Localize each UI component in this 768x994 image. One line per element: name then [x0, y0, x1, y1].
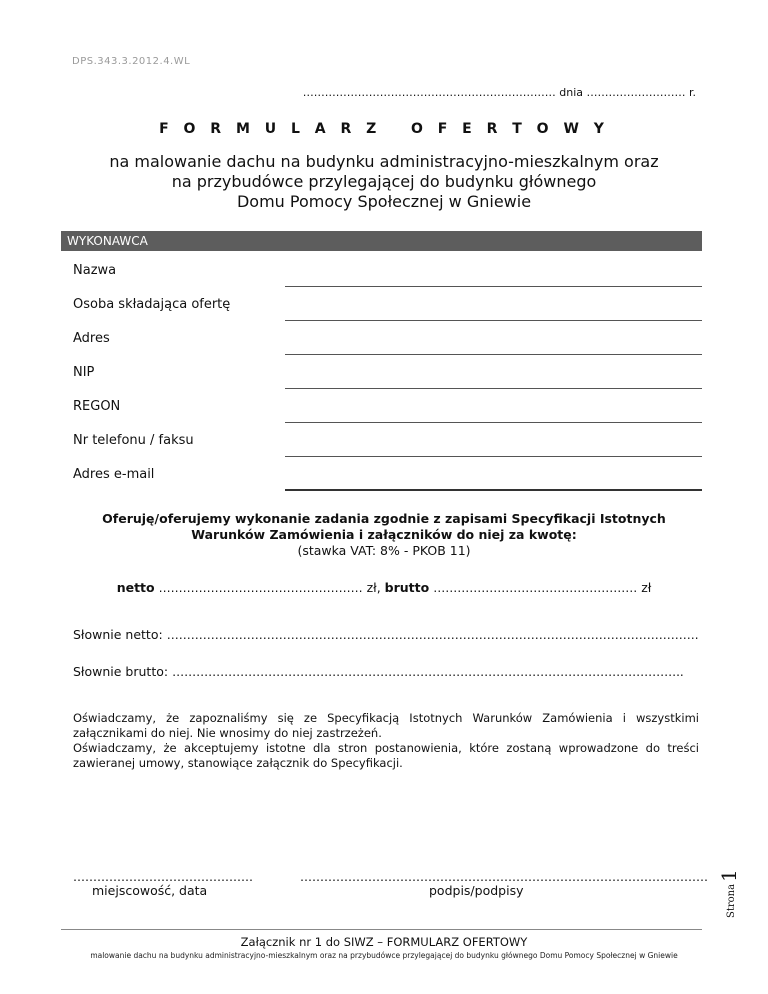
page-number-marker — [712, 860, 746, 920]
declaration-paragraph: Oświadczamy, że akceptujemy istotne dla stron postanowienia, które zostaną wprowadzone do treści zawieranej umowy, stanowiące załącznik do Specyfikacji. — [73, 741, 699, 770]
declaration-text — [73, 711, 699, 771]
field-label-address: Adres — [73, 331, 110, 346]
offer-statement — [68, 511, 700, 559]
currency-label-end: zł — [641, 580, 652, 595]
date-line: …………………………………………………………… dnia ……………………… r. — [302, 86, 696, 99]
signature-field[interactable]: ………………………………………………………………………………………… — [300, 870, 708, 884]
amounts-row — [0, 580, 768, 595]
place-date-field[interactable]: ……………………………………… — [73, 870, 253, 884]
netto-label: netto — [116, 580, 155, 595]
brutto-in-words-row — [73, 664, 684, 679]
brutto-label: brutto — [384, 580, 430, 595]
form-title: F O R M U L A R Z O F E R T O W Y — [159, 121, 609, 137]
footer-title: Załącznik nr 1 do SIWZ – FORMULARZ OFERTOWY — [240, 935, 528, 949]
netto-amount-field[interactable]: …………………………………………… — [158, 581, 363, 595]
phone-field[interactable] — [285, 456, 702, 457]
name-field[interactable] — [285, 286, 702, 287]
netto-in-words-field[interactable]: ……………………………………………………………………………………………………………………. — [166, 628, 699, 642]
email-field[interactable] — [285, 489, 702, 491]
netto-in-words-row — [73, 627, 699, 642]
page-number: 1 — [717, 869, 741, 882]
brutto-amount-field[interactable]: …………………………………………… — [433, 581, 638, 595]
subject-line: na przybudówce przylegającej do budynku głównego — [171, 172, 597, 191]
place-date-caption: miejscowość, data — [92, 883, 208, 898]
field-label-email: Adres e-mail — [73, 467, 155, 482]
offer-line-2: Warunków Zamówienia i załączników do niej za kwotę: — [191, 527, 577, 542]
subject-line: na malowanie dachu na budynku administracyjno-mieszkalnym oraz — [109, 152, 659, 171]
field-label-nip: NIP — [73, 365, 95, 380]
currency-label: zł, — [366, 580, 381, 595]
regon-field[interactable] — [285, 422, 702, 423]
field-label-person: Osoba składająca ofertę — [73, 297, 231, 312]
nip-field[interactable] — [285, 388, 702, 389]
page-label: Strona — [726, 883, 737, 918]
person-field[interactable] — [285, 320, 702, 321]
document-reference: DPS.343.3.2012.4.WL — [72, 56, 191, 67]
field-label-phone: Nr telefonu / faksu — [73, 433, 194, 448]
field-label-regon: REGON — [73, 399, 121, 414]
netto-in-words-label: Słownie netto: — [73, 627, 163, 642]
field-label-name: Nazwa — [73, 263, 117, 278]
contractor-section-header: WYKONAWCA — [61, 231, 702, 251]
declaration-paragraph: Oświadczamy, że zapoznaliśmy się ze Specyfikacją Istotnych Warunków Zamówienia i wszystkimi załącznikami do niej. Nie wnosimy do niej zastrzeżeń. — [73, 711, 699, 740]
subject-line: Domu Pomocy Społecznej w Gniewie — [236, 192, 532, 211]
brutto-in-words-label: Słownie brutto: — [73, 664, 169, 679]
brutto-in-words-field[interactable]: ……………………………………………………………………………………………………………….. — [172, 665, 684, 679]
offer-line-1: Oferuję/oferujemy wykonanie zadania zgodnie z zapisami Specyfikacji Istotnych — [102, 511, 666, 526]
vat-note: (stawka VAT: 8% - PKOB 11) — [297, 543, 471, 558]
address-field[interactable] — [285, 354, 702, 355]
footer-divider — [61, 929, 702, 930]
signature-caption: podpis/podpisy — [429, 883, 524, 898]
footer-subtitle: malowanie dachu na budynku administracyjno-mieszkalnym oraz na przybudówce przylegającej do budynku głównego Domu Pomocy Społecznej w Gniewie — [90, 951, 678, 960]
form-subject — [60, 152, 708, 212]
